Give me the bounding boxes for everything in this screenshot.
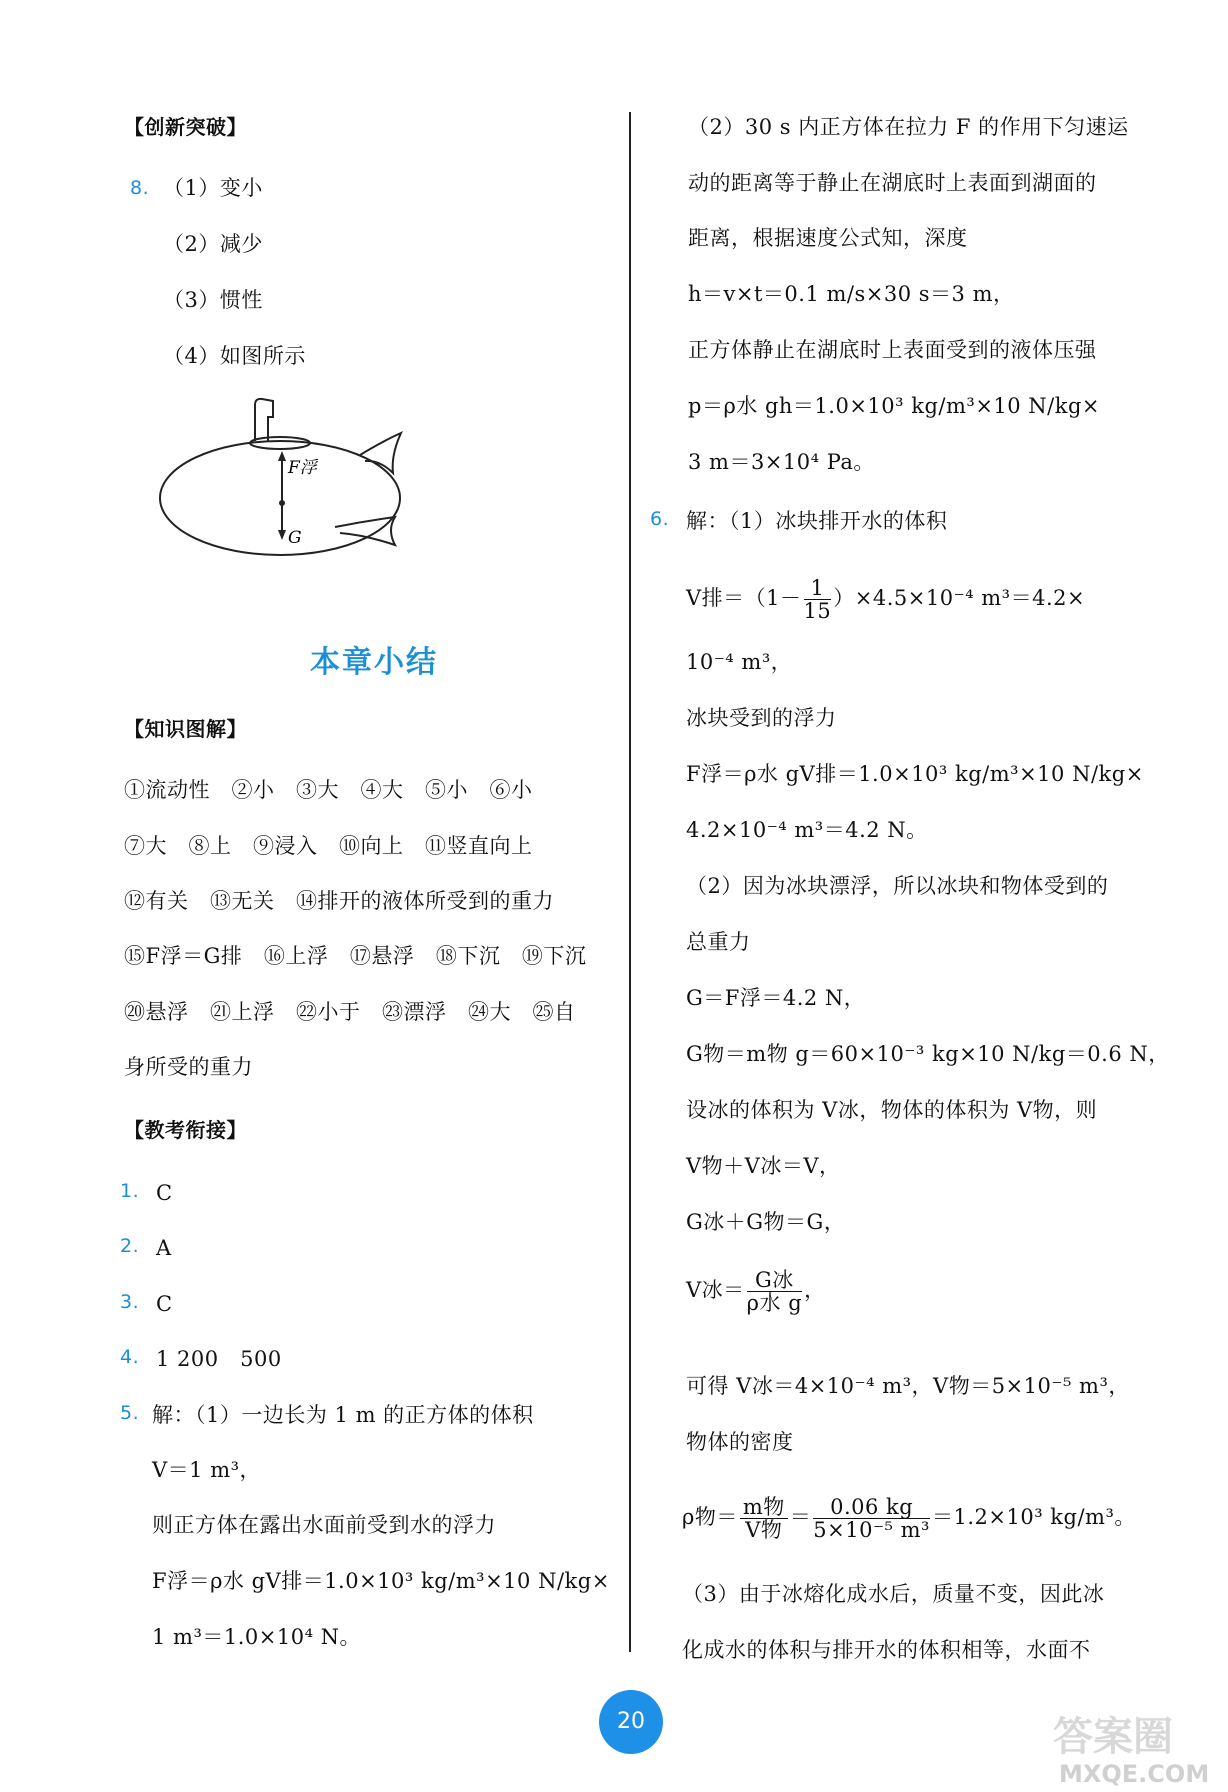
knowledge-heading: 【知识图解】	[124, 717, 247, 741]
submarine-force-diagram	[155, 395, 415, 565]
fraction-m-v	[740, 1496, 788, 1541]
chapter-title: 本章小结	[310, 645, 438, 680]
q4-number: 4.	[120, 1346, 140, 1368]
knowledge-line-3: ⑫有关 ⑬无关 ⑭排开的液体所受到的重力	[124, 889, 554, 913]
q3-answer: C	[156, 1292, 173, 1316]
q3-number: 3.	[120, 1291, 140, 1313]
frac-numerator: 1	[804, 577, 832, 600]
r-line-10: 10⁻⁴ m³，	[686, 650, 793, 674]
frac-denominator: 5×10⁻⁵ m³	[813, 1518, 930, 1542]
knowledge-line-5: ⑳悬浮 ㉑上浮 ㉒小于 ㉓漂浮 ㉔大 ㉕自	[124, 1000, 576, 1024]
r9-prefix: V排＝（1－	[686, 586, 802, 610]
watermark-text: 答案圈	[1053, 1714, 1173, 1760]
r24-prefix: ρ物＝	[682, 1505, 738, 1529]
r-line-4: h＝v×t＝0.1 m/s×30 s＝3 m，	[688, 282, 1015, 306]
r-line-19: V物＋V冰＝V，	[686, 1154, 841, 1178]
frac-numerator: m物	[740, 1496, 788, 1519]
r-line-9	[686, 573, 1085, 623]
r-line-22: 可得 V冰＝4×10⁻⁴ m³，V物＝5×10⁻⁵ m³，	[686, 1374, 1130, 1398]
r21-prefix: V冰＝	[686, 1278, 745, 1302]
q2-answer: A	[156, 1236, 172, 1260]
fraction-value	[813, 1496, 930, 1541]
r-line-2: 动的距离等于静止在湖底时上表面到湖面的	[688, 171, 1097, 195]
r-line-3: 距离，根据速度公式知，深度	[688, 226, 968, 250]
q5-line-1: 解：（1）一边长为 1 m 的正方体的体积	[152, 1403, 534, 1427]
page-number-badge: 20	[599, 1690, 663, 1754]
knowledge-line-6: 身所受的重力	[124, 1055, 253, 1079]
knowledge-line-1: ①流动性 ②小 ③大 ④大 ⑤小 ⑥小	[124, 778, 533, 802]
r-line-5: 正方体静止在湖底时上表面受到的液体压强	[688, 338, 1097, 362]
r-line-24	[682, 1492, 1136, 1542]
exam-heading: 【教考衔接】	[124, 1118, 247, 1142]
q1-number: 1.	[120, 1180, 140, 1202]
q5-line-3: 则正方体在露出水面前受到水的浮力	[152, 1513, 496, 1537]
r-line-25: （3）由于冰熔化成水后，质量不变，因此冰	[682, 1582, 1105, 1606]
r-line-14: （2）因为冰块漂浮，所以冰块和物体受到的	[686, 874, 1109, 898]
frac-numerator: G冰	[747, 1269, 802, 1292]
watermark-url: MXQE.COM	[1059, 1760, 1210, 1788]
q8-answer-4: （4）如图所示	[163, 344, 306, 368]
r-line-7: 3 m＝3×10⁴ Pa。	[688, 450, 875, 474]
q5-line-2: V＝1 m³，	[152, 1458, 262, 1482]
q2-number: 2.	[120, 1235, 140, 1257]
r-line-13: 4.2×10⁻⁴ m³＝4.2 N。	[686, 818, 928, 842]
column-divider	[629, 112, 631, 1652]
r-line-26: 化成水的体积与排开水的体积相等，水面不	[682, 1638, 1091, 1662]
innovation-heading: 【创新突破】	[124, 115, 247, 139]
q8-answer-2: （2）减少	[163, 232, 263, 256]
r-line-11: 冰块受到的浮力	[686, 706, 837, 730]
r-line-21	[686, 1265, 826, 1315]
watermark-logo	[1045, 1700, 1225, 1790]
r21-suffix: ，	[804, 1278, 826, 1302]
q8-answer-1: （1）变小	[163, 176, 263, 200]
frac-denominator: ρ水 g	[746, 1291, 803, 1315]
q8-number: 8.	[130, 177, 150, 199]
knowledge-line-4: ⑮F浮＝G排 ⑯上浮 ⑰悬浮 ⑱下沉 ⑲下沉	[124, 944, 587, 968]
q5-number: 5.	[120, 1402, 140, 1424]
r-line-20: G冰＋G物＝G，	[686, 1210, 846, 1234]
q4-answer: 1 200 500	[156, 1347, 282, 1371]
gravity-label: G	[288, 528, 302, 548]
r24-equals: ＝	[789, 1505, 812, 1529]
r-line-12: F浮＝ρ水 gV排＝1.0×10³ kg/m³×10 N/kg×	[686, 762, 1144, 786]
r-line-8: 解：（1）冰块排开水的体积	[686, 509, 948, 533]
r-line-1: （2）30 s 内正方体在拉力 F 的作用下匀速运	[688, 115, 1129, 139]
q6-number: 6.	[650, 508, 670, 530]
r-line-17: G物＝m物 g＝60×10⁻³ kg×10 N/kg＝0.6 N，	[686, 1042, 1170, 1066]
q1-answer: C	[156, 1181, 173, 1205]
fraction-1-15	[804, 577, 832, 622]
q5-line-5: 1 m³＝1.0×10⁴ N。	[152, 1625, 362, 1649]
r-line-6: p＝ρ水 gh＝1.0×10³ kg/m³×10 N/kg×	[688, 394, 1101, 418]
frac-denominator: 15	[803, 599, 832, 623]
r24-suffix: ＝1.2×10³ kg/m³。	[931, 1505, 1136, 1529]
fraction-gice	[747, 1269, 802, 1314]
frac-denominator: V物	[745, 1518, 783, 1542]
r-line-16: G＝F浮＝4.2 N，	[686, 986, 866, 1010]
r-line-15: 总重力	[686, 930, 751, 954]
q5-line-4: F浮＝ρ水 gV排＝1.0×10³ kg/m³×10 N/kg×	[152, 1569, 610, 1593]
r-line-18: 设冰的体积为 V冰，物体的体积为 V物，则	[686, 1098, 1098, 1122]
frac-numerator: 0.06 kg	[813, 1496, 930, 1519]
r-line-23: 物体的密度	[686, 1430, 794, 1454]
knowledge-line-2: ⑦大 ⑧上 ⑨浸入 ⑩向上 ⑪竖直向上	[124, 834, 533, 858]
buoyancy-label: F浮	[288, 458, 317, 478]
q8-answer-3: （3）惯性	[163, 288, 263, 312]
r9-suffix: ）×4.5×10⁻⁴ m³＝4.2×	[833, 586, 1086, 610]
